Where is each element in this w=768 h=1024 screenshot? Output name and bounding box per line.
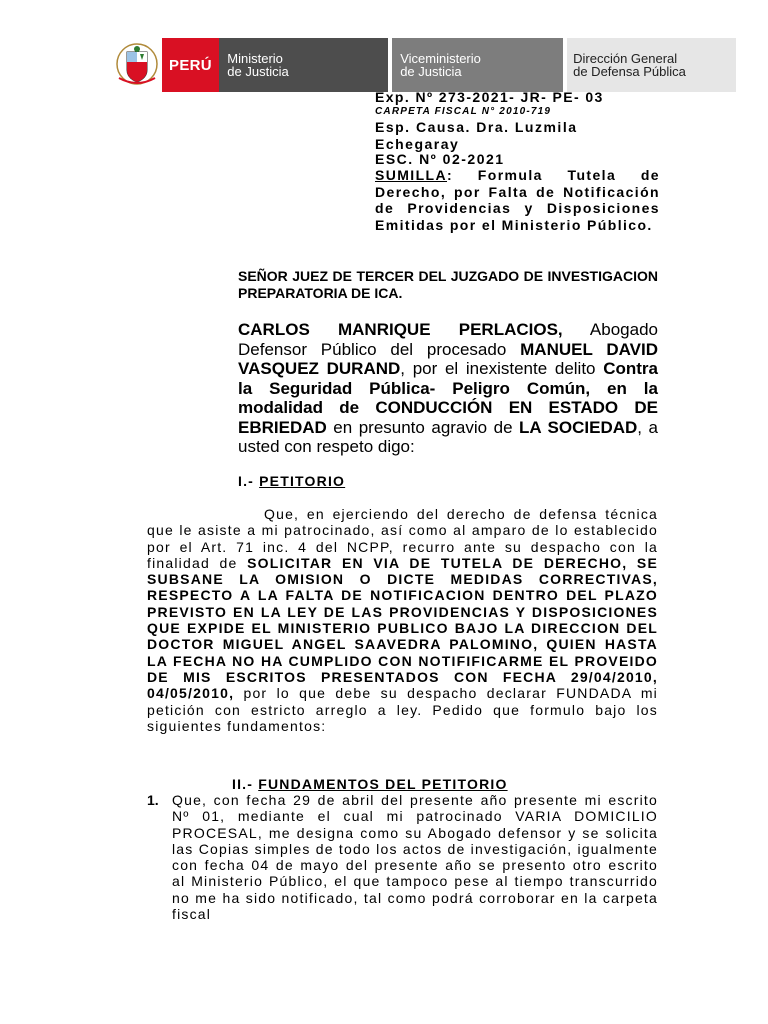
petition-text-2: por lo que debe su despacho declarar FUNDADA mi petición con estricto arreglo a ley. Pedido que formulo bajo los siguientes fundamentos:: [147, 685, 658, 734]
direction-block: [567, 38, 736, 92]
section-2-title: FUNDAMENTOS DEL PETITORIO: [258, 776, 508, 792]
intro-text-2: , por el inexistente delito: [400, 359, 604, 378]
list-item-text: Que, con fecha 29 de abril del presente año presente mi escrito Nº 01, mediante el cual mi patrocinado VARIA DOMICILIO PROCESAL, me designa como su Abogado defensor y se solicita las Copias simples de todo los actos de investigación, igualmente con fecha 04 de mayo del presente año se presento otro escrito al Ministerio Público, el que tampoco pese al tiempo transcurrido no me ha sido notificado, tal como podrá corroborar en la carpeta fiscal: [172, 792, 658, 923]
offense-description: Contra la Seguridad Pública- Peligro Común, en la modalidad de CONDUCCIÓN EN ESTADO DE EBRIEDAD: [238, 359, 658, 437]
brief-number: ESC. Nº 02-2021: [375, 151, 505, 167]
intro-paragraph: [238, 320, 658, 457]
attorney-name: CARLOS MANRIQUE PERLACIOS,: [238, 320, 563, 339]
defendant-name: MANUEL DAVID VASQUEZ DURAND: [238, 339, 659, 378]
viceministry-line-1: Viceministerio: [400, 51, 481, 66]
section-1-heading: [238, 473, 345, 489]
aggrieved-party: LA SOCIEDAD: [519, 417, 638, 437]
addressee: SEÑOR JUEZ DE TERCER DEL JUZGADO DE INVESTIGACION PREPARATORIA DE ICA.: [238, 268, 658, 301]
coat-of-arms-logo: [112, 38, 162, 92]
case-number: Exp. Nº 273-2021- JR- PE- 03: [375, 89, 604, 105]
institution-header: [112, 38, 736, 92]
intro-text-3: en presunto agravio de: [326, 417, 520, 437]
section-1-prefix: I.-: [238, 473, 260, 489]
section-2-heading: [232, 776, 508, 792]
section-2-prefix: II.-: [232, 776, 259, 792]
petition-text-1: Que, en ejerciendo del derecho de defensa técnica que le asiste a mi patrocinado, así como al amparo de lo establecido por el Art. 71 inc. 4 del NCPP, recurro ante su despacho con la finalidad de: [147, 506, 658, 571]
section-1-title: PETITORIO: [259, 473, 346, 489]
intro-text-4: , a usted con respeto digo:: [238, 417, 658, 456]
petition-request-bold: SOLICITAR EN VIA DE TUTELA DE DERECHO, SE SUBSANE LA OMISION O DICTE MEDIDAS CORRECTIVAS, RESPECTO A LA FALTA DE NOTIFICACION DENTRO DEL PLAZO PREVISTO EN LA LEY DE LAS PROVIDENCIAS Y DISPOSICIONES QUE EXPIDE EL MINISTERIO PUBLICO BAJO LA DIRECCION DEL DOCTOR MIGUEL ANGEL SAAVEDRA PALOMINO, QUIEN HASTA LA FECHA NO HA CUMPLIDO CON NOTIFIFICARME EL PROVEIDO DE MIS ESCRITOS PRESENTADOS CON FECHA 29/04/2010, 04/05/2010,: [147, 554, 658, 702]
ministry-line-1: Ministerio: [227, 51, 283, 66]
petition-paragraph: [147, 506, 658, 734]
summary-label: SUMILLA: [375, 167, 448, 183]
fiscal-folder-number: CARPETA FISCAL N° 2010-719: [375, 106, 552, 117]
viceministry-block: [392, 38, 563, 92]
peru-brand-block: PERÚ: [162, 38, 220, 92]
intro-text-1: Abogado Defensor Público del procesado: [238, 320, 658, 359]
list-item-number: 1.: [147, 792, 159, 808]
ministry-line-2: de Justicia: [227, 64, 289, 79]
case-specialist: Esp. Causa. Dra. Luzmila Echegaray: [375, 119, 578, 152]
direction-line-2: de Defensa Pública: [573, 64, 686, 79]
ministry-block: [219, 38, 388, 92]
direction-line-1: Dirección General: [573, 51, 678, 66]
summary-block: [375, 167, 660, 233]
viceministry-line-2: de Justicia: [400, 64, 462, 79]
summary-text: : Formula Tutela de Derecho, por Falta de Notificación de Providencias y Disposiciones Emitidas por el Ministerio Público.: [375, 167, 660, 233]
